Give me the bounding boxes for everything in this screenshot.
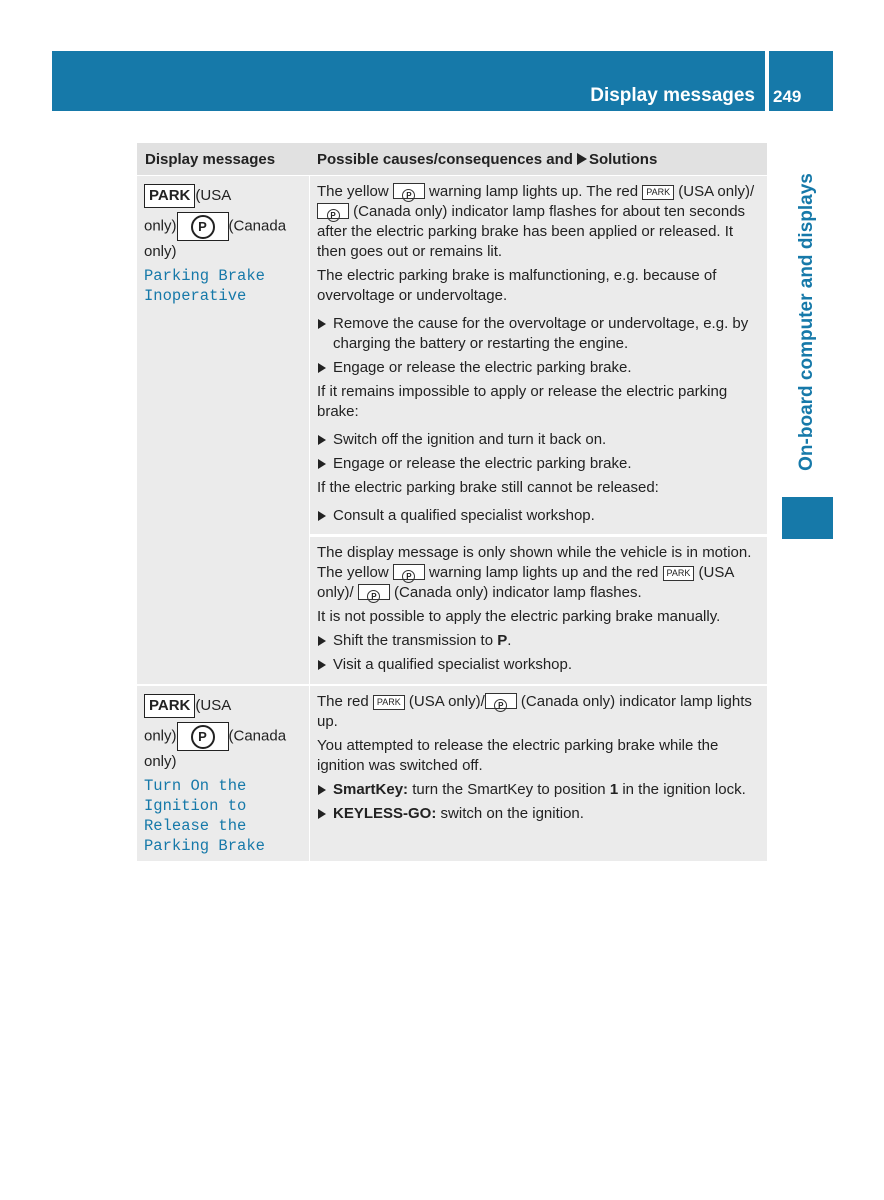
table-row-1-cause-2 [310, 537, 767, 684]
parking-brake-lamp-icon: P [485, 693, 517, 709]
canada-only-label-cont: only) [144, 753, 177, 770]
cause-paragraph: The electric parking brake is malfunctioning, e.g. because of overvoltage or undervoltage. [317, 267, 717, 304]
solution-item: Engage or release the electric parking brake. [317, 454, 760, 474]
usa-only-label-cont: only) [144, 727, 177, 745]
usa-only-label-cont: only) [144, 217, 177, 235]
page-number-box [769, 51, 833, 111]
column-header-messages: Display messages [145, 151, 276, 168]
parking-brake-lamp-icon: P [317, 203, 349, 219]
message-line: Ignition to [144, 797, 247, 816]
page-title: Display messages [590, 85, 755, 106]
cause-paragraph: The display message is only shown while the vehicle is in motion. The yellow P warning lamp lights up and the red PARK (USA only)/ P (Canada only) indicator lamp flashes. [317, 544, 752, 601]
parking-brake-icon: P [177, 722, 229, 751]
header-bar [52, 51, 765, 111]
cause-paragraph: If the electric parking brake still cannot be released: [317, 479, 659, 496]
message-line: Turn On the [144, 777, 247, 796]
cause-paragraph: It is not possible to apply the electric parking brake manually. [317, 608, 721, 625]
message-line: Inoperative [144, 287, 247, 306]
solution-item: Consult a qualified specialist workshop. [317, 506, 760, 526]
solution-item: Engage or release the electric parking brake. [317, 358, 760, 378]
solution-item: KEYLESS-GO: switch on the ignition. [317, 804, 760, 824]
table-header [137, 143, 767, 175]
table-row-1-message [137, 176, 309, 684]
canada-only-label: (Canada [228, 217, 287, 235]
page-number: 249 [773, 87, 802, 106]
display-message-text [144, 776, 302, 856]
cause-paragraph: The red PARK (USA only)/ P (Canada only) indicator lamp lights up. [317, 693, 752, 730]
column-header-solutions-text: Solutions [588, 151, 658, 168]
parking-brake-lamp-icon: P [358, 584, 390, 600]
message-line: Parking Brake [144, 837, 265, 856]
column-header-causes-text: Possible causes/consequences and [317, 151, 573, 168]
solution-item: SmartKey: turn the SmartKey to position 1 in the ignition lock. [317, 780, 760, 800]
usa-only-label: (USA [195, 697, 232, 714]
parking-brake-lamp-icon: P [393, 183, 425, 199]
message-line: Parking Brake [144, 267, 265, 286]
arrow-icon [577, 153, 587, 165]
canada-only-label-cont: only) [144, 243, 177, 260]
park-lamp-icon: PARK [373, 695, 405, 710]
parking-brake-icon: P [177, 212, 229, 241]
solution-item: Visit a qualified specialist workshop. [317, 655, 760, 675]
section-tab-marker [782, 497, 833, 539]
park-lamp-icon: PARK [642, 185, 674, 200]
canada-only-label: (Canada [228, 727, 287, 745]
parking-brake-lamp-icon: P [393, 564, 425, 580]
solution-item: Switch off the ignition and turn it back on. [317, 430, 760, 450]
park-icon: PARK [144, 184, 195, 208]
table-row-1-cause-1 [310, 176, 767, 534]
park-icon: PARK [144, 694, 195, 718]
display-message-text [144, 266, 302, 306]
table-row-2-message [137, 686, 309, 861]
cause-paragraph: The yellow P warning lamp lights up. The red PARK (USA only)/P (Canada only) indicator lamp flashes for about ten seconds after the electric parking brake has been applied or released. It then goes out or remains lit. [317, 183, 755, 260]
solution-item: Remove the cause for the overvoltage or undervoltage, e.g. by charging the battery or restarting the engine. [317, 314, 760, 354]
column-header-causes [317, 151, 657, 168]
message-line: Release the [144, 817, 247, 836]
cause-paragraph: You attempted to release the electric parking brake while the ignition was switched off. [317, 737, 719, 774]
section-tab-label: On-board computer and displays [796, 173, 817, 471]
park-lamp-icon: PARK [663, 566, 695, 581]
solution-item: Shift the transmission to P. [317, 631, 760, 651]
table-row-2-cause [310, 686, 767, 861]
usa-only-label: (USA [195, 187, 232, 204]
cause-paragraph: If it remains impossible to apply or release the electric parking brake: [317, 383, 728, 420]
